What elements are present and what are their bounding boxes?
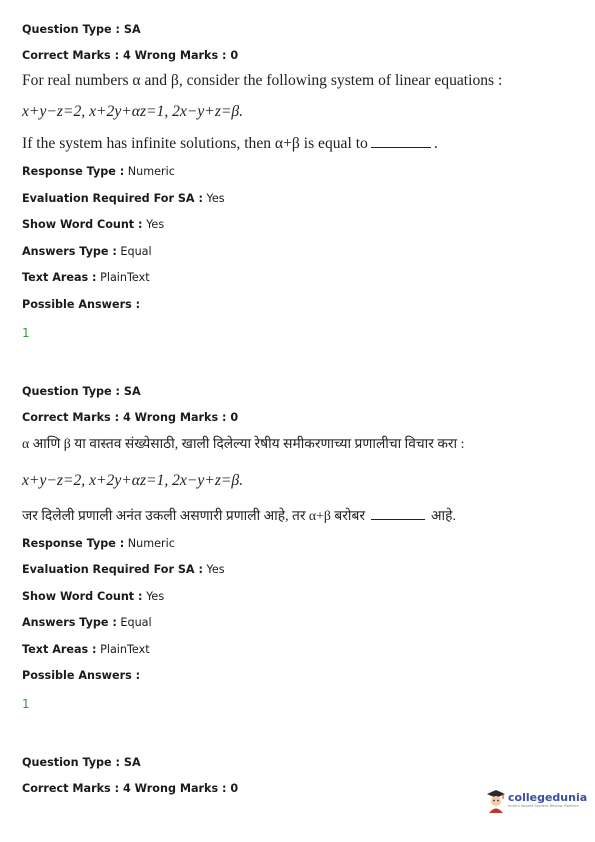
q2-question-type: Question Type : SA [22, 385, 141, 398]
collegedunia-logo [486, 789, 586, 815]
q2-response-type: Response Type : Numeric [22, 537, 175, 550]
q1-evaluation-required: Evaluation Required For SA : Yes [22, 192, 225, 205]
logo-text: collegedunia [508, 791, 588, 804]
q1-marks: Correct Marks : 4 Wrong Marks : 0 [22, 49, 239, 62]
q2-evaluation-required: Evaluation Required For SA : Yes [22, 563, 225, 576]
q2-marks: Correct Marks : 4 Wrong Marks : 0 [22, 411, 239, 424]
q1-possible-answer: 1 [22, 326, 30, 340]
q3-marks: Correct Marks : 4 Wrong Marks : 0 [22, 782, 239, 795]
q2-question-line-1: α आणि β या वास्तव संख्येसाठी, खाली दिलेल्या रेषीय समीकरणाच्या प्रणालीचा विचार करा : [22, 436, 465, 451]
q2-possible-answers-label: Possible Answers : [22, 669, 141, 682]
q1-response-type: Response Type : Numeric [22, 165, 175, 178]
q2-answers-type: Answers Type : Equal [22, 616, 152, 629]
q2-show-word-count: Show Word Count : Yes [22, 590, 165, 603]
q1-show-word-count: Show Word Count : Yes [22, 218, 165, 231]
answer-blank [371, 134, 431, 148]
q1-answers-type: Answers Type : Equal [22, 245, 152, 258]
q1-question-type: Question Type : SA [22, 23, 141, 36]
q2-possible-answer: 1 [22, 697, 30, 711]
graduate-mascot-icon [486, 789, 506, 813]
q3-question-type: Question Type : SA [22, 756, 141, 769]
q1-equations: x+y−z=2, x+2y+αz=1, 2x−y+z=β. [22, 103, 244, 120]
q1-text-areas: Text Areas : PlainText [22, 271, 150, 284]
q2-text-areas: Text Areas : PlainText [22, 643, 150, 656]
q1-question-line-1: For real numbers α and β, consider the following system of linear equations : [22, 72, 503, 89]
q1-possible-answers-label: Possible Answers : [22, 298, 141, 311]
q2-equations: x+y−z=2, x+2y+αz=1, 2x−y+z=β. [22, 472, 244, 489]
logo-tagline: India's largest Student Review Platform [508, 804, 579, 808]
q1-question-line-3: If the system has infinite solutions, then α+β is equal to . [22, 135, 438, 152]
answer-blank [371, 506, 425, 520]
q2-question-line-3: जर दिलेली प्रणाली अनंत उकली असणारी प्रणाली आहे, तर α+β बरोबर आहे. [22, 508, 456, 523]
